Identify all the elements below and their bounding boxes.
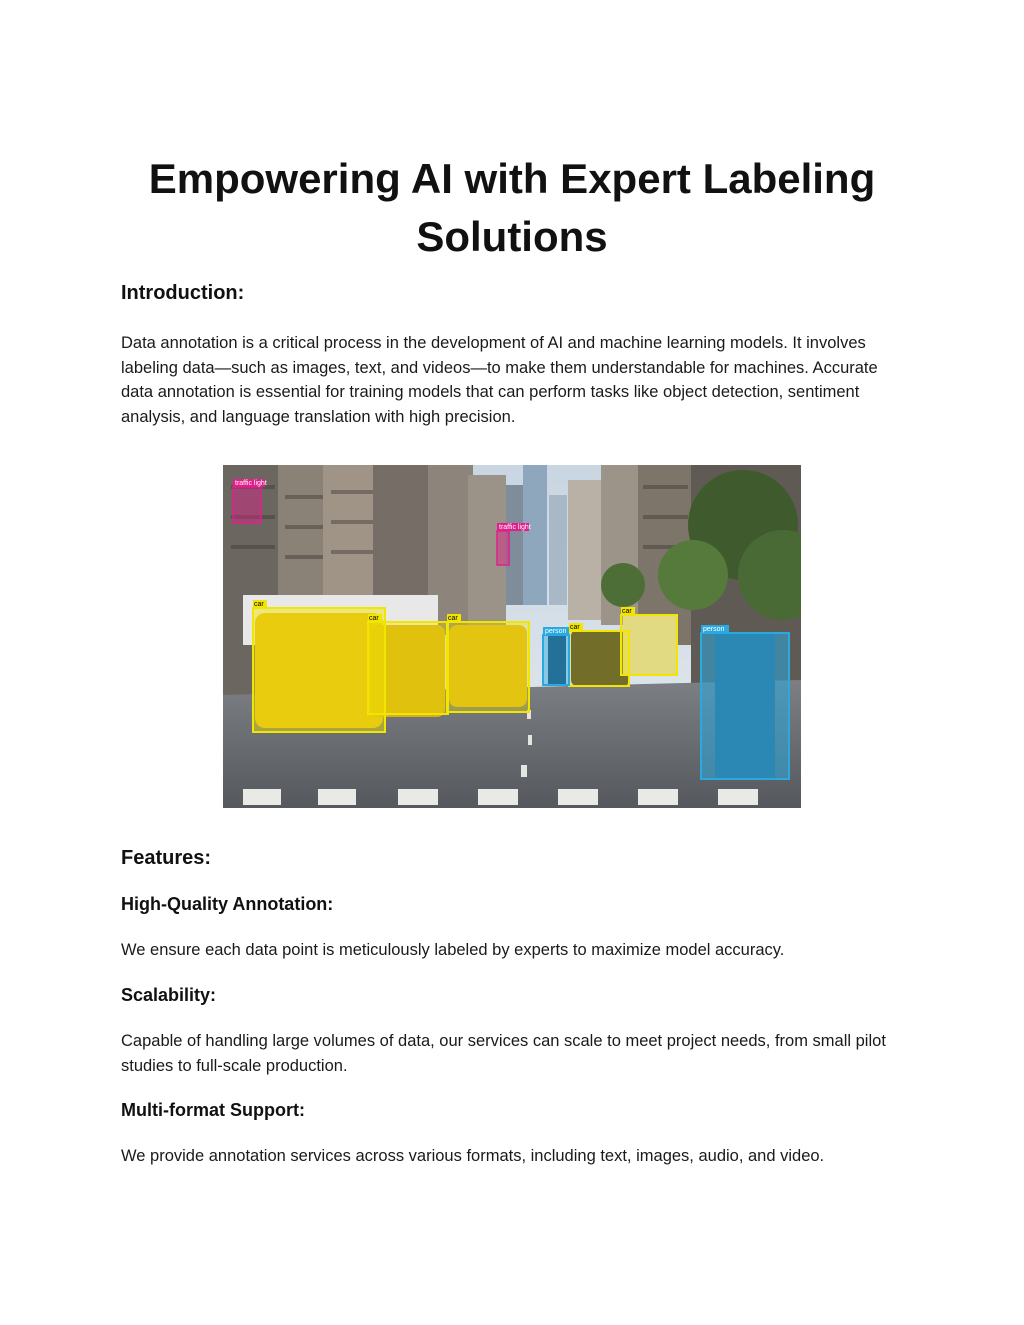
label-person-1: person xyxy=(545,628,567,635)
feature-text-multi-format: We provide annotation services across various formats, including text, images, audio, and video. xyxy=(121,1147,825,1165)
page-title: Empowering AI with Expert Labeling Solutions xyxy=(148,155,876,260)
bbox-traffic-light-1 xyxy=(233,487,261,523)
feature-text-scalability: Capable of handling large volumes of data, our services can scale to meet project needs, from small pilot studies to full-scale production. xyxy=(121,1032,886,1075)
bbox-person-1 xyxy=(543,635,569,685)
label-traffic-light-2: traffic light xyxy=(499,524,531,531)
features-heading: Features: xyxy=(121,847,212,869)
bbox-car-5 xyxy=(621,615,677,675)
bbox-traffic-light-2 xyxy=(497,531,509,565)
label-car-4: car xyxy=(570,624,580,631)
introduction-paragraph: Data annotation is a critical process in the development of AI and machine learning models. It involves labeling data—such as images, text, and videos—to make them understandable for machines. Accurate data annotation is essential for training models that can perform tasks like object detection, sentiment analysis, and language translation with high precision. xyxy=(121,334,878,426)
annotated-street-image xyxy=(223,465,801,808)
introduction-heading: Introduction: xyxy=(121,282,245,304)
label-traffic-light-1: traffic light xyxy=(235,480,267,487)
bbox-person-2 xyxy=(701,633,789,779)
label-car-3: car xyxy=(448,615,458,622)
bbox-car-3 xyxy=(447,622,529,712)
bbox-car-2 xyxy=(368,622,448,714)
feature-title-high-quality: High-Quality Annotation: xyxy=(121,894,334,914)
feature-text-high-quality: We ensure each data point is meticulously labeled by experts to maximize model accuracy. xyxy=(121,941,785,959)
feature-title-multi-format: Multi-format Support: xyxy=(121,1100,305,1120)
label-car-5: car xyxy=(622,608,632,615)
label-person-2: person xyxy=(703,626,725,633)
bbox-car-1 xyxy=(253,608,385,732)
feature-title-scalability: Scalability: xyxy=(121,985,217,1005)
label-car-1: car xyxy=(254,601,264,608)
label-car-2: car xyxy=(369,615,379,622)
